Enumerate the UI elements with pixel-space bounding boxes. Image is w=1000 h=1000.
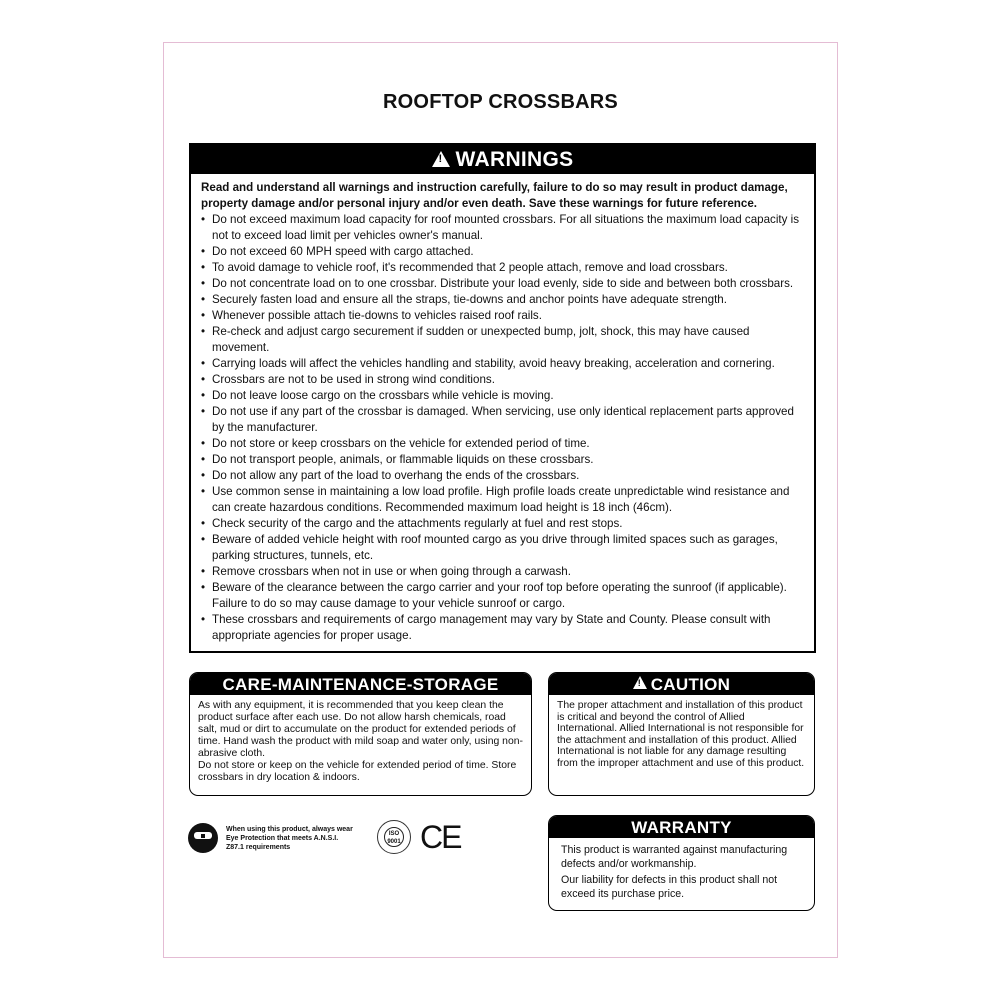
iso-number: 9001 (387, 839, 401, 845)
warranty-box (548, 815, 815, 911)
list-item: • Do not concentrate load on to one crossbar. Distribute your load evenly, side to side and between both crossbars. (201, 276, 804, 292)
care-maintenance-box (189, 672, 532, 796)
ce-mark: CE (420, 819, 461, 855)
caution-header (549, 673, 814, 695)
list-item: • Crossbars are not to be used in strong wind conditions. (201, 372, 804, 388)
page-title: ROOFTOP CROSSBARS (383, 91, 618, 113)
care-text-1: As with any equipment, it is recommended that you keep clean the product surface after each use. Do not allow harsh chemicals, road salt, mud or dirt to accumulate on the product for extended periods of time. Hand wash the product with mild soap and water only, using non-abrasive cloth. (198, 700, 523, 759)
list-item: • Check security of the cargo and the attachments regularly at fuel and rest stops. (201, 516, 804, 532)
list-item: • Use common sense in maintaining a low load profile. High profile loads create unpredictable wind resistance and can create hazardous conditions. Recommended maximum load height is 18 inch (46cm). (201, 484, 804, 516)
warnings-list (201, 212, 804, 644)
warranty-body (549, 838, 814, 908)
warning-triangle-icon (432, 151, 450, 167)
caution-heading: CAUTION (650, 675, 731, 694)
warnings-intro: Read and understand all warnings and instruction carefully, failure to do so may result in product damage, property damage and/or personal injury and/or even death. Save these warnings for future reference. (201, 181, 788, 210)
warranty-text-1: This product is warranted against manufacturing defects and/or workmanship. (561, 844, 788, 870)
caution-box (548, 672, 815, 796)
warranty-text-2: Our liability for defects in this product shall not exceed its purchase price. (561, 874, 778, 900)
warnings-body (191, 174, 814, 644)
list-item: • Beware of added vehicle height with roof mounted cargo as you drive through limited spaces such as garages, parking structures, tunnels, etc. (201, 532, 804, 564)
eye-protection-note: When using this product, always wear Eye Protection that meets A.N.S.I. Z87.1 requirements (226, 826, 353, 851)
list-item: • To avoid damage to vehicle roof, it's recommended that 2 people attach, remove and load crossbars. (201, 260, 804, 276)
list-item: • Do not transport people, animals, or flammable liquids on these crossbars. (201, 452, 804, 468)
list-item: • Do not use if any part of the crossbar is damaged. When servicing, use only identical replacement parts approved by the manufacturer. (201, 404, 804, 436)
safety-goggles-icon (188, 823, 218, 853)
list-item: • Do not exceed 60 MPH speed with cargo attached. (201, 244, 804, 260)
list-item: • Whenever possible attach tie-downs to vehicles raised roof rails. (201, 308, 804, 324)
iso-label: ISO (388, 831, 400, 837)
list-item: • Do not exceed maximum load capacity for roof mounted crossbars. For all situations the maximum load capacity is not to exceed load limit per vehicles owner's manual. (201, 212, 804, 244)
list-item: • Remove crossbars when not in use or when going through a carwash. (201, 564, 804, 580)
list-item: • Securely fasten load and ensure all the straps, tie-downs and anchor points have adequate strength. (201, 292, 804, 308)
iso-certification-seal (377, 820, 411, 854)
warning-triangle-icon (633, 676, 647, 689)
list-item: • Carrying loads will affect the vehicles handling and stability, avoid heavy breaking, acceleration and cornering. (201, 356, 804, 372)
warnings-box (189, 143, 816, 653)
caution-body: The proper attachment and installation of this product is critical and beyond the control of Allied International. Allied International is not responsible for the attachment and installation of this product. Allied International is not liable for any damage resulting from the improper attachment and use of this product. (557, 700, 805, 769)
list-item: • These crossbars and requirements of cargo management may vary by State and County. Please consult with appropriate agencies for proper usage. (201, 612, 804, 644)
care-body (190, 695, 531, 789)
care-heading: CARE-MAINTENANCE-STORAGE (190, 673, 531, 695)
list-item: • Do not store or keep crossbars on the vehicle for extended period of time. (201, 436, 804, 452)
document-page (163, 42, 838, 958)
list-item: • Do not allow any part of the load to overhang the ends of the crossbars. (201, 468, 804, 484)
warnings-heading: WARNINGS (455, 147, 574, 171)
warnings-header (191, 145, 814, 174)
care-text-2: Do not store or keep on the vehicle for extended period of time. Store crossbars in dry location & indoors. (198, 760, 517, 783)
list-item: • Do not leave loose cargo on the crossbars while vehicle is moving. (201, 388, 804, 404)
list-item: • Beware of the clearance between the cargo carrier and your roof top before operating the sunroof (if applicable). Failure to do so may cause damage to your vehicle sunroof or cargo. (201, 580, 804, 612)
list-item: • Re-check and adjust cargo securement if sudden or unexpected bump, jolt, shock, this may have caused movement. (201, 324, 804, 356)
warranty-heading: WARRANTY (549, 816, 814, 838)
